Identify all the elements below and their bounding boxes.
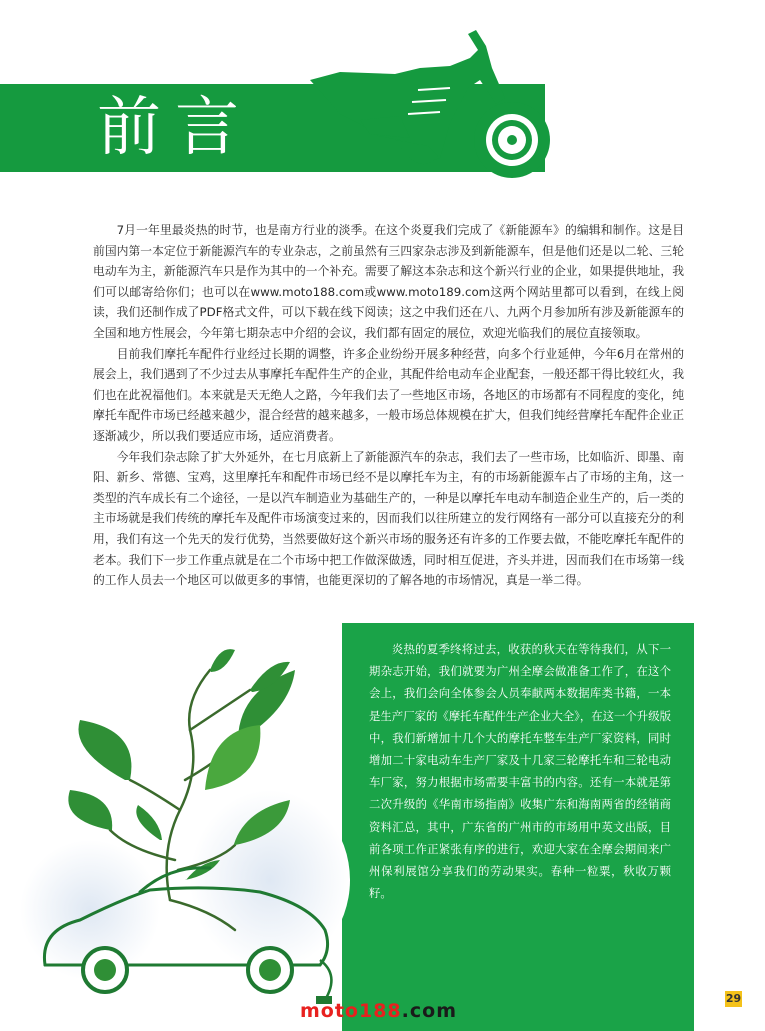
article-paragraph-2: 目前我们摩托车配件行业经过长期的调整，许多企业纷纷开展多种经营，向多个行业延伸，今年6月在常州的展会上，我们遇到了不少过去从事摩托车配件生产的企业，其配件给电动车企业配套，一般还都干得比较红火，我们也在此祝福他们。本来就是天无绝人之路，今年我们去了一些地区市场，各地区的市场都有不同程度的变化，纯摩托车配件市场已经越来越少，混合经营的越来越多，一般市场总体规模在扩大，但我们纯经营摩托车配件企业正逐渐减少，所以我们要适应市场，适应消费者。 [93,346,684,443]
sidebar-text [369,638,671,904]
page-number: 29 [725,992,742,1005]
sidebar-paragraph: 炎热的夏季终将过去，收获的秋天在等待我们，从下一期杂志开始，我们就要为广州全摩会做准备工作了，在这个会上，我们会向全体参会人员奉献两本数据库类书籍，一本是生产厂家的《摩托车配件生产企业大全》，在这一个升级版中，我们新增加十几个大的摩托车整车生产厂家资料，同时增加二十家电动车生产厂家及十几家三轮摩托车和三轮电动车厂家，努力根据市场需要丰富书的内容。还有一本就是第二次升级的《华南市场指南》收集广东和海南两省的经销商资料汇总，其中，广东省的广州市的市场用中英文出版，目前各项工作正紧张有序的进行，欢迎大家在全摩会期间来广州保利展馆分享我们的劳动果实。春种一粒粟，秋收万颗籽。 [369,642,671,901]
page-title: 前言 [97,91,253,165]
motorcycle-silhouette-icon [300,28,562,188]
site-suffix: .com [401,1000,457,1022]
article-body [93,220,684,591]
plant-car-illustration [20,630,350,1015]
website-url[interactable] [300,998,457,1024]
article-paragraph-1: 7月一年里最炎热的时节，也是南方行业的淡季。在这个炎夏我们完成了《新能源车》的编辑和制作。这是目前国内第一本定位于新能源汽车的专业杂志，之前虽然有三四家杂志涉及到新能源车，但是他们还是以二轮、三轮电动车为主，新能源汽车只是作为其中的一个补充。需要了解这本杂志和这个新兴行业的企业，如果提供地址，我们可以邮寄给你们；也可以在www.moto188.com或www.moto189.com这两个网站里都可以看到，在线上阅读，我们还制作成了PDF格式文件，可以下载在线下阅读；这之中我们还在八、九两个月参加所有涉及新能源车的全国和地方性展会，今年第七期杂志中介绍的会议，我们都有固定的展位，欢迎光临我们的展位直接领取。 [93,223,684,340]
article-paragraph-3: 今年我们杂志除了扩大外延外，在七月底新上了新能源汽车的杂志，我们去了一些市场，比如临沂、即墨、南阳、新乡、常德、宝鸡，这里摩托车和配件市场已经不是以摩托车为主，有的市场新能源车占了市场的主角，这一类型的汽车成长有二个途径，一是以汽车制造业为基础生产的，一种是以摩托车电动车制造企业生产的，后一类的主市场就是我们传统的摩托车及配件市场演变过来的，因而我们以往所建立的发行网络有一部分可以直接充分的利用，我们有这一个先天的发行优势，当然要做好这个新兴市场的服务还有许多的工作要去做，不能吃摩托车配件的老本。我们下一步工作重点就是在二个市场中把工作做深做透，同时相互促进，齐头并进，因而我们在市场第一线的工作人员去一个地区可以做更多的事情，也能更深切的了解各地的市场情况，真是一举二得。 [93,449,684,588]
site-name: moto188 [300,1000,402,1022]
